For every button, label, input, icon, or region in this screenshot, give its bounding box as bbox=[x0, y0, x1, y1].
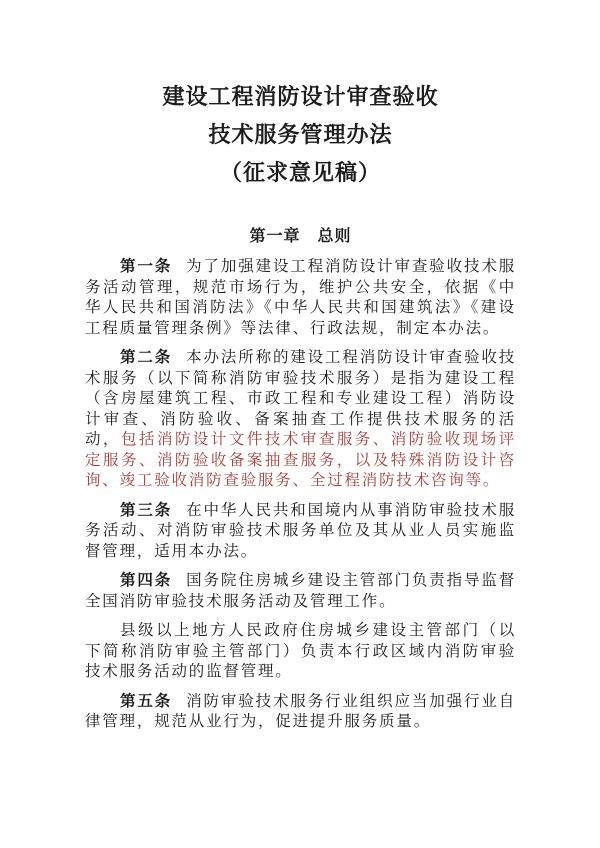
document-title bbox=[85, 78, 516, 192]
chapter-heading: 第一章 总则 bbox=[249, 228, 352, 245]
body-text: 消防审验技术服务行业组织应当加强行业自律管理，规范从业行为，促进提升服务质量。 bbox=[85, 692, 517, 730]
article-label: 第二条 bbox=[120, 349, 173, 366]
highlighted-text: 包括消防设计文件技术审查服务、消防验收现场评定服务、消防验收备案抽查服务，以及特殊消防设计咨询、竣工验收消防查验服务、全过程消防技术咨询等。 bbox=[85, 431, 516, 489]
title-line-2: 技术服务管理办法 bbox=[208, 122, 393, 147]
articles-container bbox=[85, 257, 516, 733]
body-text: 国务院住房城乡建设主管部门负责指导监督全国消防审验技术服务活动及管理工作。 bbox=[85, 572, 517, 610]
body-text: 为了加强建设工程消防设计审查验收技术服务活动管理，规范市场行为，维护公共安全，依据《中华人民共和国消防法》《中华人民共和国建筑法》《建设工程质量管理条例》等法律、行政法规，制定本办法。 bbox=[85, 258, 517, 337]
title-line-1: 建设工程消防设计审查验收 bbox=[162, 84, 439, 109]
article-paragraph bbox=[85, 621, 516, 683]
article-paragraph bbox=[85, 571, 516, 612]
article-label: 第一条 bbox=[120, 258, 173, 275]
title-line-3: （征求意见稿） bbox=[219, 160, 381, 185]
article-paragraph bbox=[85, 692, 516, 733]
body-text: 在中华人民共和国境内从事消防审验技术服务活动、对消防审验技术服务单位及其从业人员实施监督管理，适用本办法。 bbox=[85, 501, 517, 560]
article-label: 第五条 bbox=[120, 692, 173, 710]
article-paragraph bbox=[85, 348, 516, 492]
article-label: 第三条 bbox=[120, 501, 173, 519]
article-paragraph bbox=[85, 501, 516, 563]
article-paragraph bbox=[85, 257, 516, 339]
article-label: 第四条 bbox=[120, 572, 173, 589]
body-text: 本办法所称的建设工程消防设计审查验收技术服务（以下简称消防审验技术服务）是指为建设工程（含房屋建筑工程、市政工程和专业建设工程）消防设计审查、消防验收、备案抽查工作提供技术服务的活动， bbox=[85, 349, 517, 448]
body-text: 县级以上地方人民政府住房城乡建设主管部门（以下简称消防审验主管部门）负责本行政区域内消防审验技术服务活动的监督管理。 bbox=[85, 622, 516, 680]
